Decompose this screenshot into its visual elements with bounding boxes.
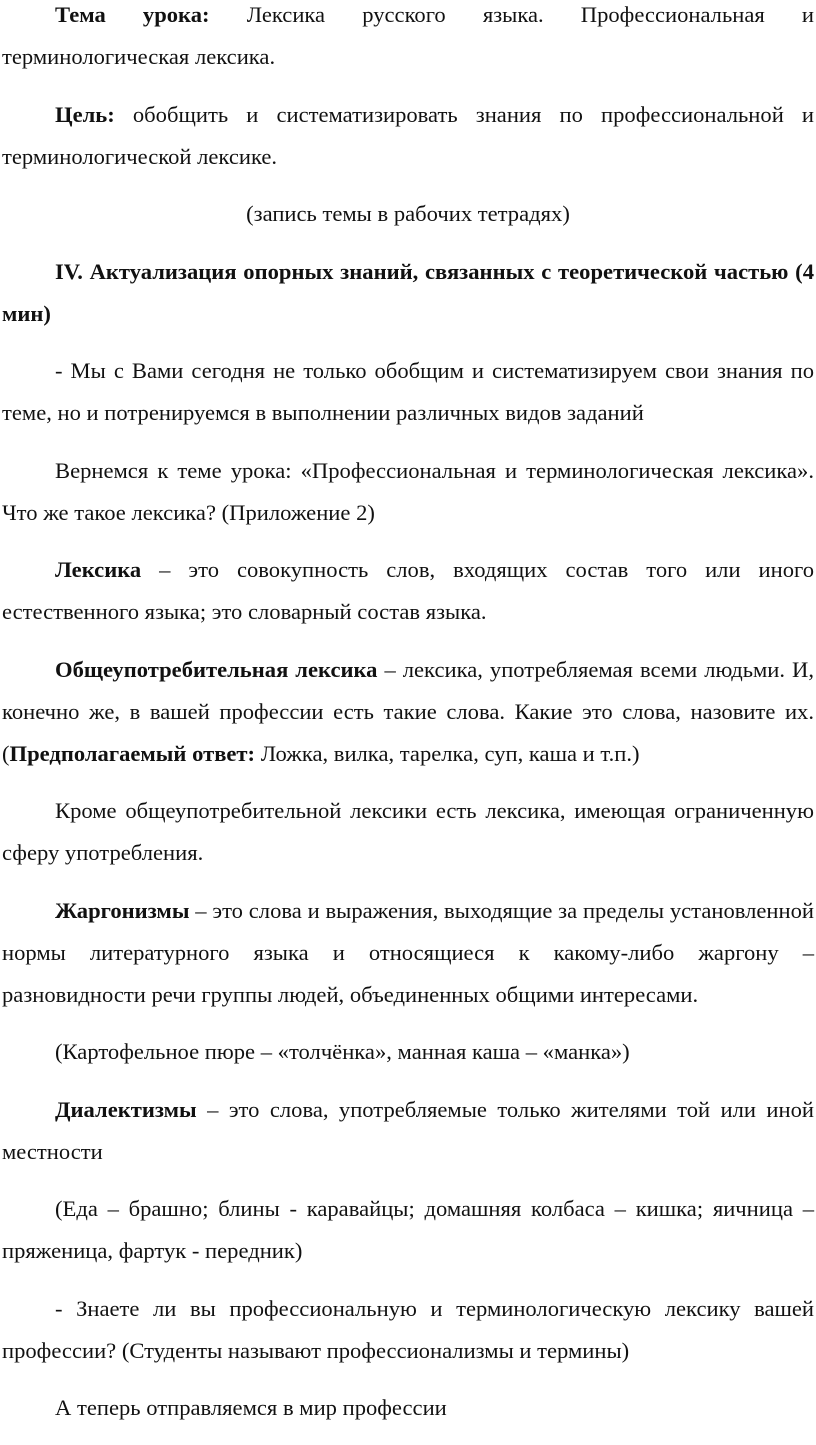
jargon-term: Жаргонизмы bbox=[55, 897, 190, 923]
common-lexicon-term: Общеупотребительная лексика bbox=[55, 656, 378, 682]
section-heading-text: IV. Актуализация опорных знаний, связанных с теоретической частью (4 мин) bbox=[2, 258, 814, 326]
common-lexicon-text: – лексика, употребляемая всеми людьми. И, конечно же, в вашей профессии есть такие слова. Какие это слова, назовите их. ( bbox=[2, 656, 814, 766]
jargon-text: – это слова и выражения, выходящие за пределы установленной нормы литературного языка и относящиеся к какому-либо жаргону – разновидности речи группы людей, объединенных общими интересами. bbox=[2, 897, 814, 1007]
expected-answer-text: Ложка, вилка, тарелка, суп, каша и т.п.) bbox=[255, 740, 640, 766]
lesson-theme bbox=[2, 0, 814, 78]
jargon-definition bbox=[2, 890, 814, 1016]
dialect-term: Диалектизмы bbox=[55, 1096, 197, 1122]
lesson-theme-label: Тема урока: bbox=[55, 2, 210, 27]
limited-usage-paragraph: Кроме общеупотребительной лексики есть лексика, имеющая ограниченную сферу употребления. bbox=[2, 798, 814, 865]
dialect-example: (Еда – брашно; блины - каравайцы; домашняя колбаса – кишка; яичница – пряженица, фартук - передник) bbox=[2, 1196, 814, 1263]
lexicon-definition bbox=[2, 549, 814, 633]
return-topic-paragraph: Вернемся к теме урока: «Профессиональная и терминологическая лексика». Что же такое лексика? (Приложение 2) bbox=[2, 457, 814, 525]
expected-answer-label: Предполагаемый ответ: bbox=[9, 740, 256, 766]
section-heading bbox=[2, 251, 814, 335]
lesson-goal-text: обобщить и систематизировать знания по профессиональной и терминологической лексике. bbox=[2, 101, 814, 169]
intro-paragraph: - Мы с Вами сегодня не только обобщим и систематизируем свои знания по теме, но и потренируемся в выполнении различных видов заданий bbox=[2, 358, 814, 425]
dialect-definition bbox=[2, 1089, 814, 1173]
lexicon-term: Лексика bbox=[55, 557, 142, 582]
dialect-text: – это слова, употребляемые только жителями той или иной местности bbox=[2, 1096, 814, 1164]
lexicon-text: – это совокупность слов, входящих состав того или иного естественного языка; это словарный состав языка. bbox=[2, 557, 814, 624]
jargon-example: (Картофельное пюре – «толчёнка», манная каша – «манка») bbox=[55, 1039, 630, 1064]
common-lexicon-definition bbox=[2, 649, 814, 775]
question-paragraph: - Знаете ли вы профессиональную и терминологическую лексику вашей профессии? (Студенты называют профессионализмы и термины) bbox=[2, 1295, 814, 1363]
lesson-goal bbox=[2, 94, 814, 178]
notebook-note: (запись темы в рабочих тетрадях) bbox=[246, 201, 570, 226]
document-page bbox=[2, 0, 814, 1445]
lesson-goal-label: Цель: bbox=[55, 101, 115, 127]
lesson-theme-text: Лексика русского языка. Профессиональная и терминологическая лексика. bbox=[2, 2, 814, 69]
closing-paragraph: А теперь отправляемся в мир профессии bbox=[55, 1395, 447, 1420]
